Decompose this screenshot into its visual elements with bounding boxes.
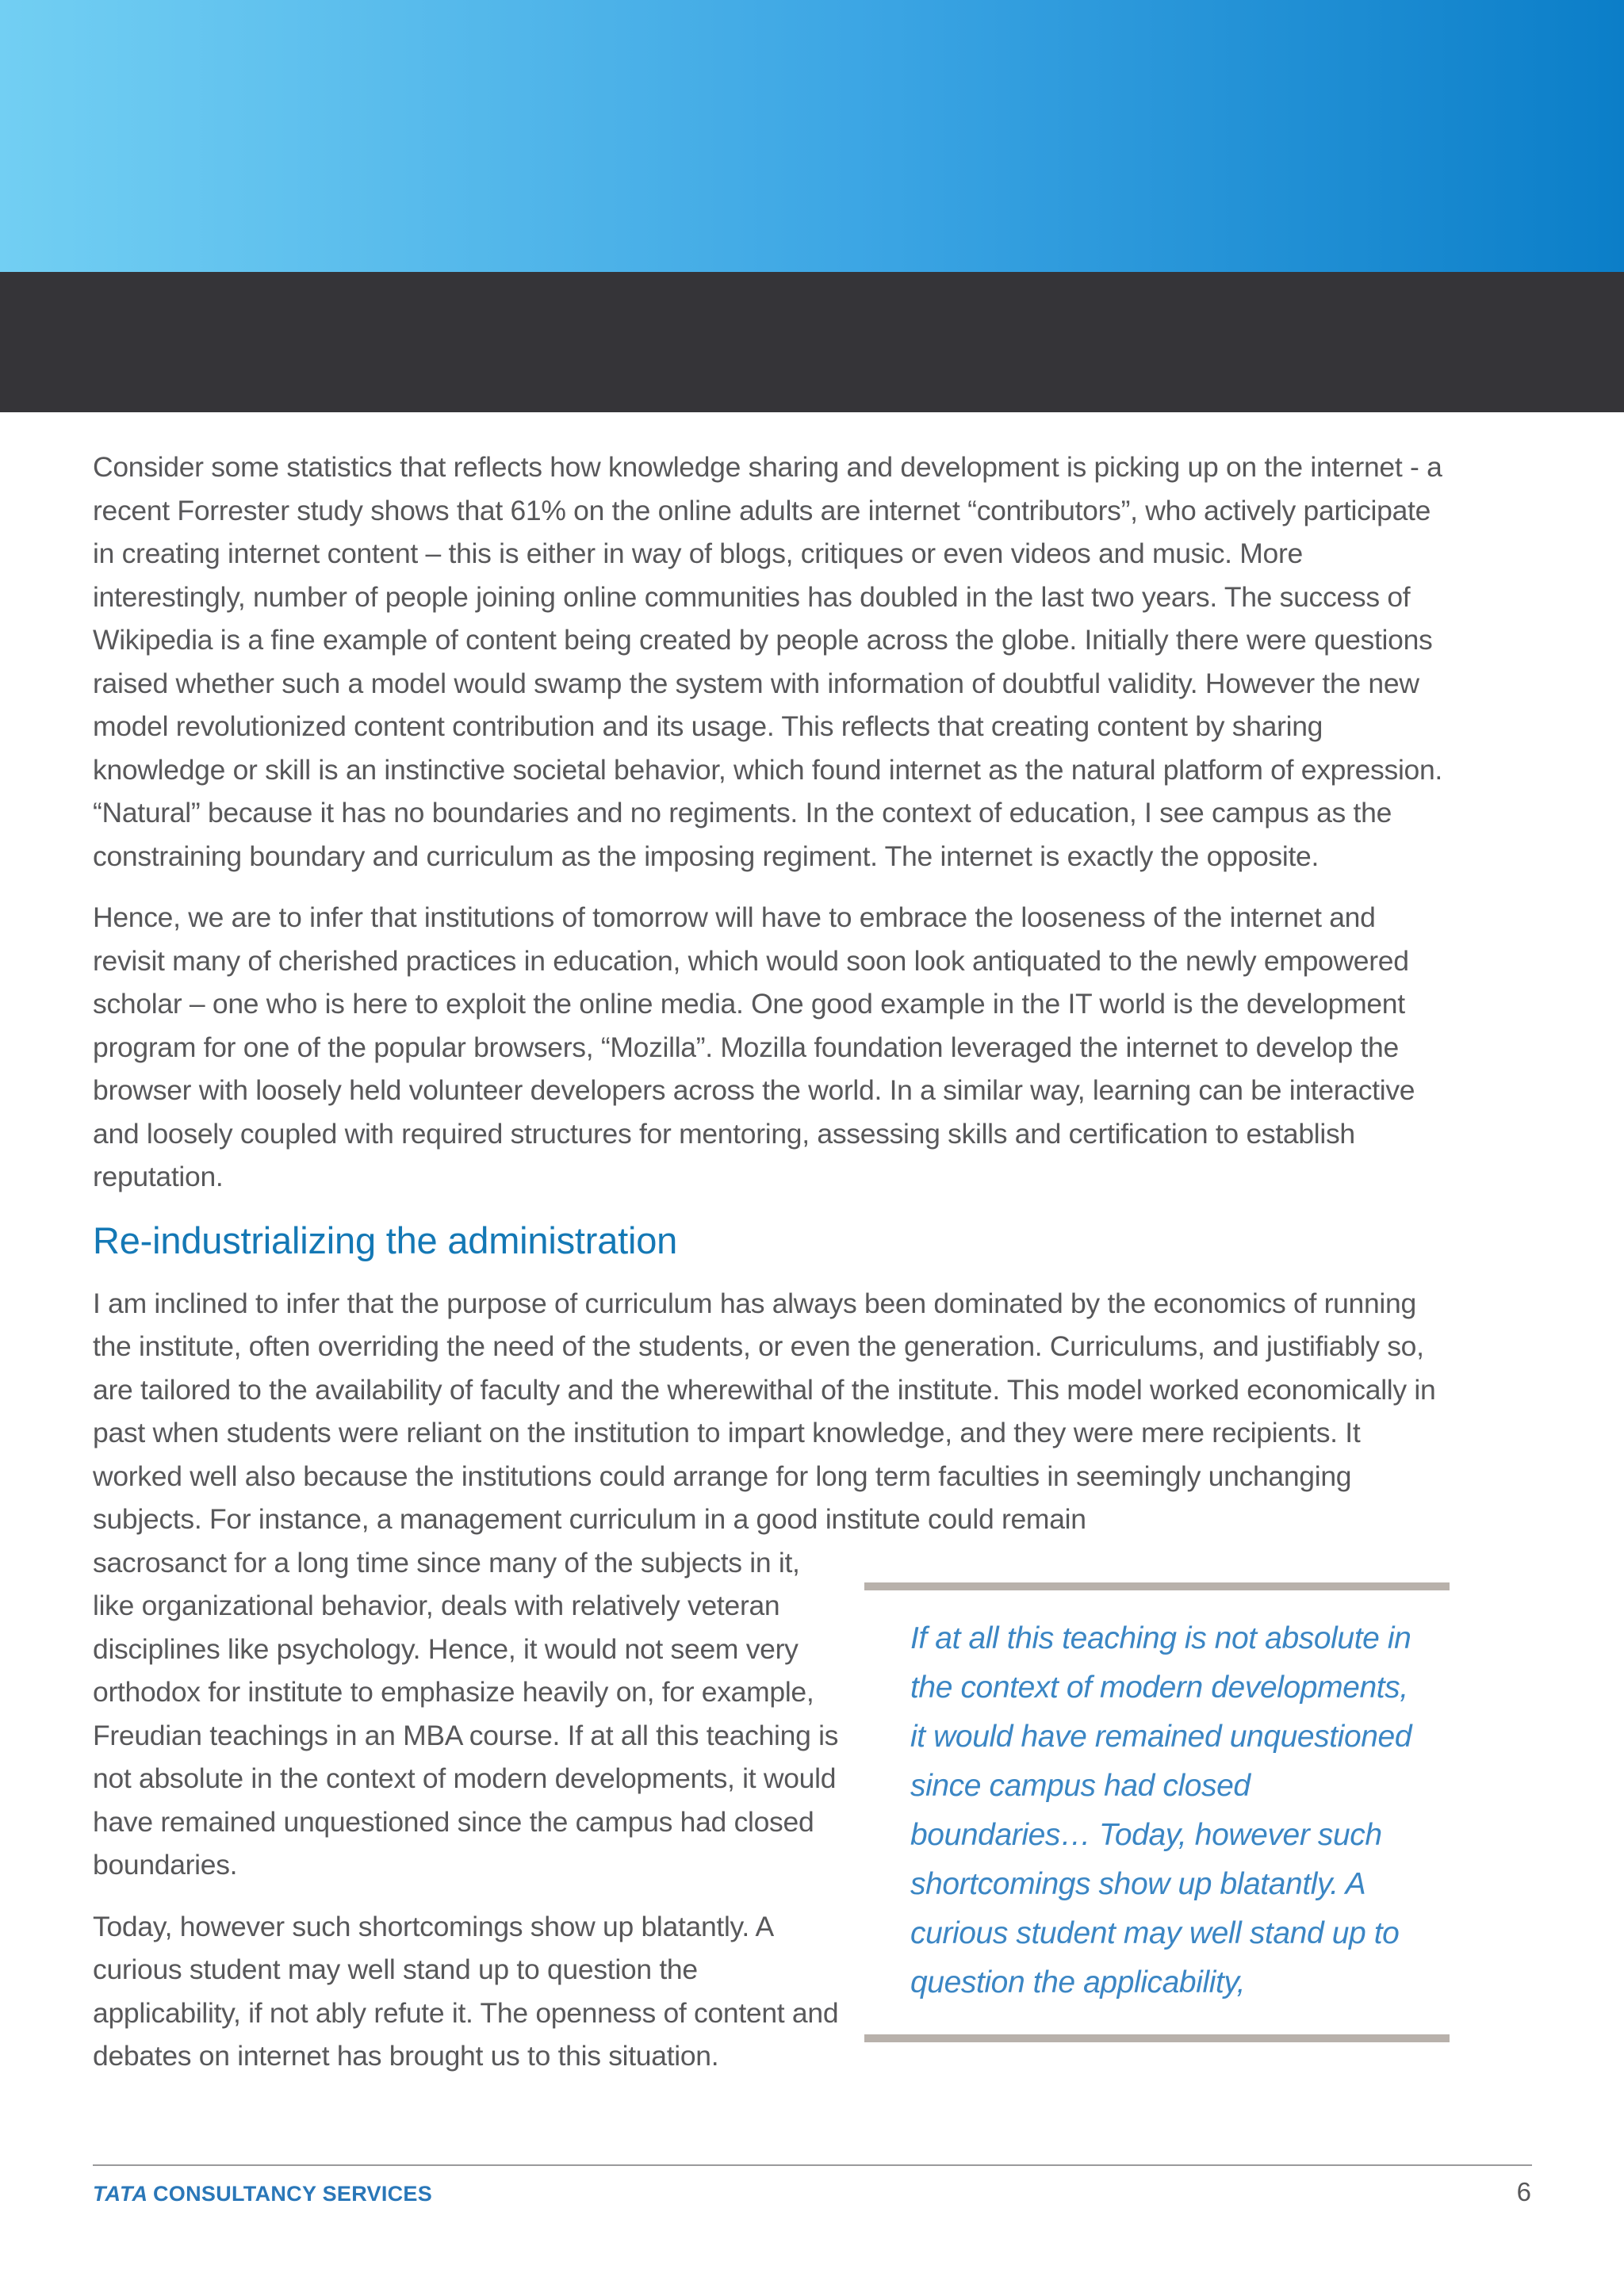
paragraph-statistics: Consider some statistics that reflects how knowledge sharing and development is picking up on the internet - a recent Forrester study shows that 61% on the online adults are internet “contributors”, who actively participate in creating internet content – this is either in way of blogs, critiques or even videos and music. More interestingly, number of people joining online communities has doubled in the last two years. The success of Wikipedia is a fine example of content being created by people across the globe. Initially there were questions raised whether such a model would swamp the system with information of doubtful validity. However the new model revolutionized content contribution and its usage. This reflects that creating content by sharing knowledge or skill is an instinctive societal behavior, which found internet as the natural platform of expression. “Natural” because it has no boundaries and no regiments. In the context of education, I see campus as the constraining boundary and curriculum as the imposing regiment. The internet is exactly the opposite. [93,451,1442,872]
tcs-logo [93,2182,432,2206]
left-column [93,1541,846,2078]
pull-quote-text: If at all this teaching is not absolute in the context of modern developments, it would have remained unquestioned since campus had closed boundaries… Today, however such shortcomings show up blatantly. A curious student may well stand up to question the applicability, [910,1621,1412,1999]
paragraph-curriculum-intro: I am inclined to infer that the purpose of curriculum has always been dominated by the economics of running the institute, often overriding the need of the students, or even the generation. Curriculums, and justifiably so, are tailored to the availability of faculty and the wherewithal of the institute. This model worked economically in past when students were reliant on the institution to impart knowledge, and they were mere recipients. It worked well also because the institutions could arrange for long term faculties in seemingly unchanging subjects. For instance, a management curriculum in a good institute could remain [93,1287,1436,1535]
page-number: 6 [1516,2177,1531,2206]
header-dark-band [0,272,1624,412]
paragraph-shortcomings: Today, however such shortcomings show up blatantly. A curious student may well stand up to question the applicability, if not ably refute it. The openness of content and debates on internet has brought us to this situation. [93,1910,839,2072]
header-gradient-banner [0,0,1624,272]
article-body [93,446,1453,2096]
paragraph-institutions: Hence, we are to infer that institutions of tomorrow will have to embrace the looseness of the internet and revisit many of cherished practices in education, which would soon look antiquated to the newly empowered scholar – one who is here to exploit the online media. One good example in the IT world is the development program for one of the popular browsers, “Mozilla”. Mozilla foundation leveraged the internet to develop the browser with loosely held volunteer developers across the world. In a similar way, learning can be interactive and loosely coupled with required structures for mentoring, assessing skills and certification to establish reputation. [93,901,1415,1192]
paragraph-curriculum-continued: sacrosanct for a long time since many of the subjects in it, like organizational behavior, deals with relatively veteran disciplines like psychology. Hence, it would not seem very orthodox for institute to emphasize heavily on, for example, Freudian teachings in an MBA course. If at all this teaching is not absolute in the context of modern developments, it would have remained unquestioned since the campus had closed boundaries. [93,1546,839,1881]
section-heading: Re-industrializing the administration [93,1219,678,1261]
logo-company-name: CONSULTANCY SERVICES [152,2182,433,2206]
logo-tata-wordmark: TATA [93,2182,148,2206]
pull-quote-top-rule [864,1582,1450,1590]
pull-quote [864,1582,1540,2042]
footer-divider [93,2164,1532,2166]
two-column-section [93,1541,1453,2078]
pull-quote-bottom-rule [864,2034,1450,2042]
